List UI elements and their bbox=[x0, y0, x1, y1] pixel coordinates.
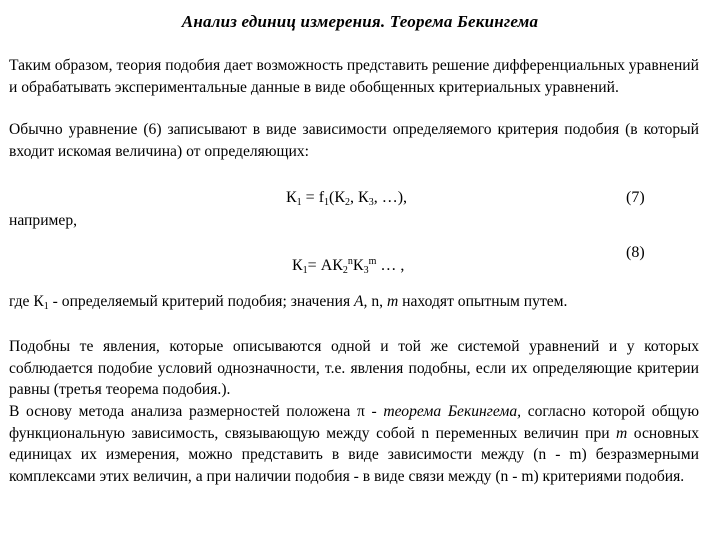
paragraph-equation-form: Обычно уравнение (6) записывают в виде зависимости определяемого критерия подобия (в который входит искомая величина) от определяющих: bbox=[9, 121, 699, 160]
equation-7-number: (7) bbox=[626, 189, 645, 206]
equation-7: $К_1 = f_1(К_2$, $К_3$, …), bbox=[286, 189, 408, 208]
equation-8: $К_1= АК_2^nК_3^m$ … , bbox=[292, 256, 405, 276]
example-label: например, bbox=[9, 212, 78, 229]
paragraph-similarity: Подобны те явления, которые описываются одной и той же системой уравнений и у которых соблюдается подобие условий однозначности, т.е. явления подобны, если их определяющие критерии равны (третья теорема подобия.). bbox=[9, 338, 699, 398]
paragraph-intro: Таким образом, теория подобия дает возможность представить решение дифференциальных уравнений и обрабатывать экспериментальные данные в виде обобщенных критериальных уравнений. bbox=[9, 57, 699, 96]
equation-8-number: (8) bbox=[626, 244, 645, 261]
page-title: Анализ единиц измерения. Теорема Бекингема bbox=[181, 12, 539, 31]
paragraph-buckingham: В основу метода анализа размерностей положена π - теорема Бекингема, согласно которой общую функциональную зависимость, связывающую между собой n переменных величин при m основных единицах их измерения, можно представить в виде зависимости между (n - m) безразмерными комплексами этих величин, а при наличии подобия - в виде связи между (n - m) критериями подобия. bbox=[9, 403, 700, 485]
paragraph-where: где $К_1$ - определяемый критерий подобия; значения А, n, m находят опытным путем. bbox=[9, 293, 568, 312]
